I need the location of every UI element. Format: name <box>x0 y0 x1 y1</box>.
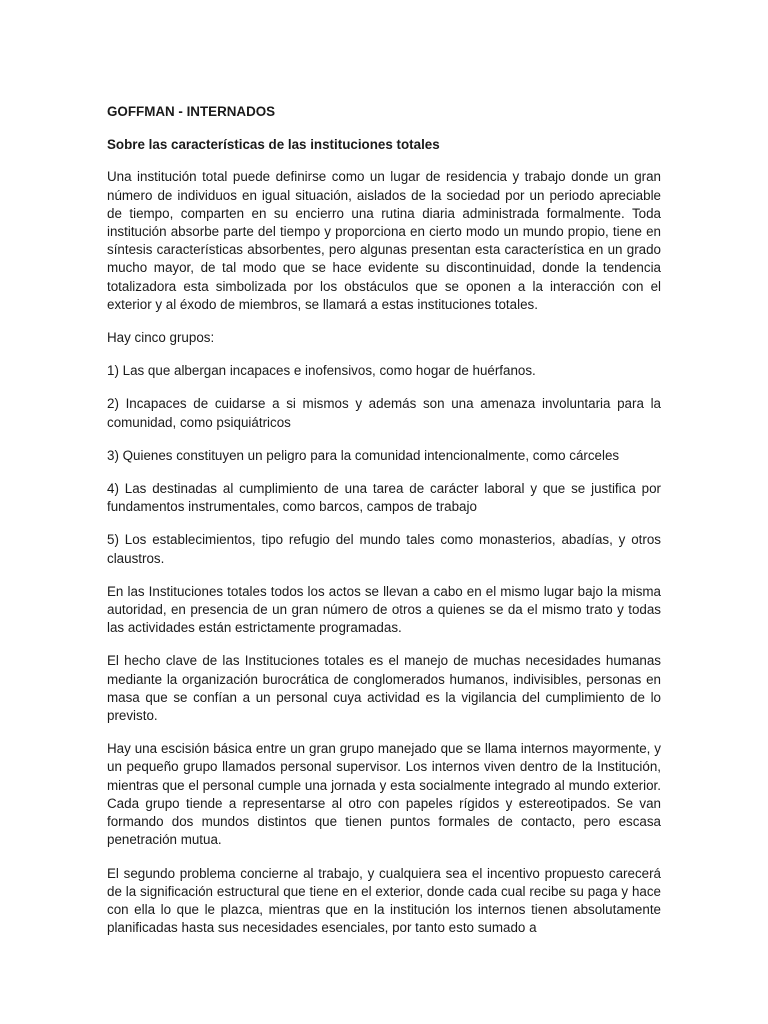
document-body <box>107 103 661 937</box>
list-item-group-1: 1) Las que albergan incapaces e inofensivos, como hogar de huérfanos. <box>107 363 536 379</box>
list-item-group-2: 2) Incapaces de cuidarse a si mismos y además son una amenaza involuntaria para la comunidad, como psiquiátricos <box>107 396 661 430</box>
list-item-group-3: 3) Quienes constituyen un peligro para la comunidad intencionalmente, como cárceles <box>107 447 620 463</box>
list-item-group-4: 4) Las destinadas al cumplimiento de una tarea de carácter laboral y que se justifica por fundamentos instrumentales, como barcos, campos de trabajo <box>107 481 661 515</box>
paragraph-basic-split: Hay una escisión básica entre un gran grupo manejado que se llama internos mayormente, y un pequeño grupo llamados personal supervisor. Los internos viven dentro de la Institución, mientras que el personal cumple una jornada y esta socialmente integrado al mundo exterior. Cada grupo tiende a representarse al otro con papeles rígidos y estereotipados. Se van formando dos mundos distintos que tienen puntos formales de contacto, pero escasa penetración mutua. <box>107 741 661 848</box>
paragraph-groups-intro: Hay cinco grupos: <box>107 330 215 346</box>
document-subtitle: Sobre las características de las instituciones totales <box>107 137 440 153</box>
paragraph-work-problem: El segundo problema concierne al trabajo, y cualquiera sea el incentivo propuesto carecerá de la significación estructural que tiene en el exterior, donde cada cual recibe su paga y hace con ella lo que le plazca, mientras que en la institución los internos tienen absolutamente planificadas hasta sus necesidades esenciales, por tanto esto sumado a <box>107 865 661 936</box>
paragraph-same-authority: En las Instituciones totales todos los actos se llevan a cabo en el mismo lugar bajo la misma autoridad, en presencia de un gran número de otros a quienes se da el mismo trato y todas las actividades están estrictamente programadas. <box>107 583 661 636</box>
paragraph-key-fact: El hecho clave de las Instituciones totales es el manejo de muchas necesidades humanas mediante la organización burocrática de conglomerados humanos, indivisibles, personas en masa que se confían a un personal cuya actividad es la vigilancia del cumplimiento de lo previsto. <box>107 653 661 724</box>
document-title: GOFFMAN - INTERNADOS <box>107 104 276 119</box>
paragraph-definition: Una institución total puede definirse como un lugar de residencia y trabajo donde un gran número de individuos en igual situación, aislados de la sociedad por un periodo apreciable de tiempo, comparten en su encierro una rutina diaria administrada formalmente. Toda institución absorbe parte del tiempo y proporciona en cierto modo un mundo propio, tiene en síntesis características absorbentes, pero algunas presentan esta característica en un grado mucho mayor, de tal modo que se hace evidente su discontinuidad, donde la tendencia totalizadora esta simbolizada por los obstáculos que se oponen a la interacción con el exterior y al éxodo de miembros, se llamará a estas instituciones totales. <box>107 169 661 312</box>
list-item-group-5: 5) Los establecimientos, tipo refugio del mundo tales como monasterios, abadías, y otros claustros. <box>107 532 661 566</box>
